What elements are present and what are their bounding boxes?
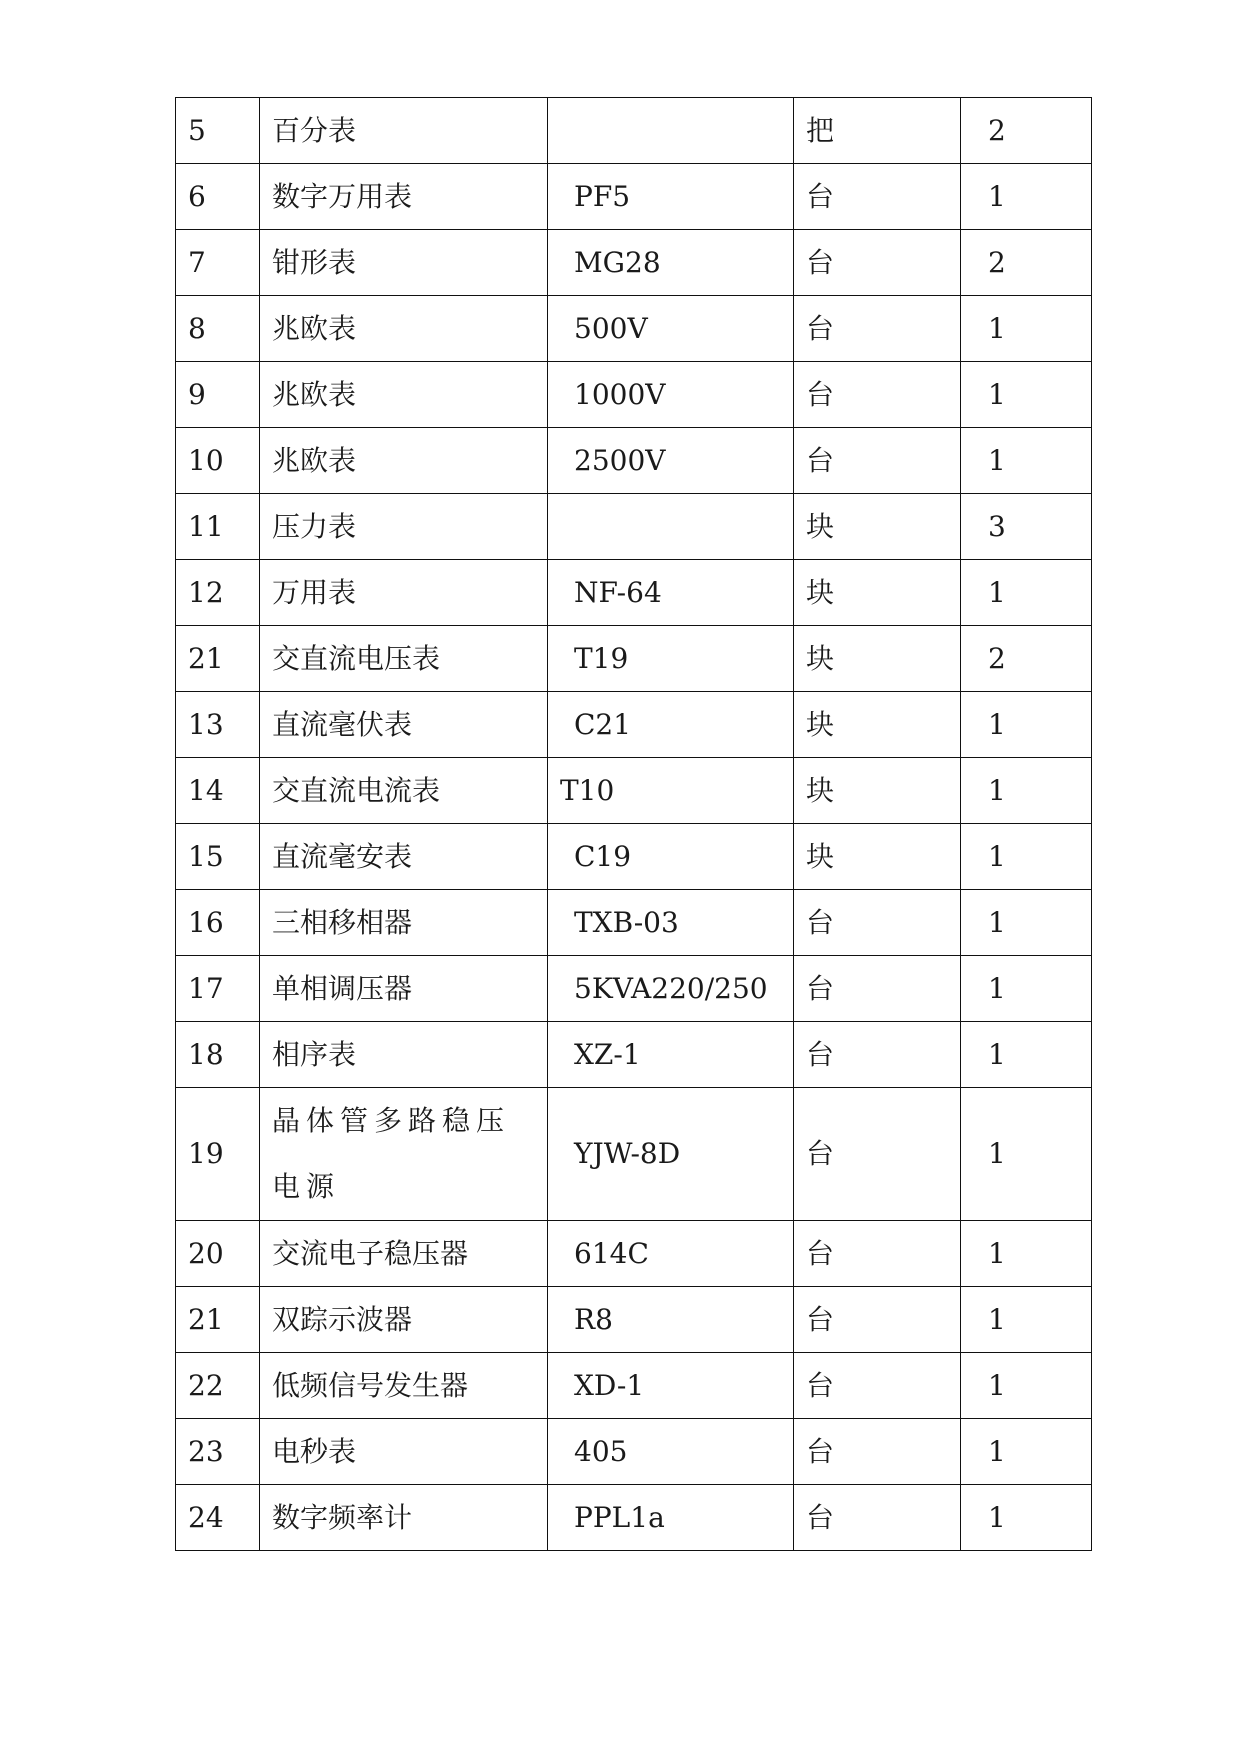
unit-cell: 块 [794,824,961,890]
model-cell: 2500V [548,428,794,494]
unit-cell: 台 [794,230,961,296]
model-cell: XD-1 [548,1353,794,1419]
quantity-cell: 1 [961,1221,1092,1287]
model-cell: C21 [548,692,794,758]
row-number-cell: 16 [176,890,260,956]
instrument-name-cell: 交流电子稳压器 [260,1221,548,1287]
model-cell: R8 [548,1287,794,1353]
unit-cell: 台 [794,296,961,362]
table-row [176,758,1092,824]
table-row [176,1088,1092,1221]
table-row [176,560,1092,626]
model-cell: NF-64 [548,560,794,626]
instrument-name-cell: 电秒表 [260,1419,548,1485]
quantity-cell: 1 [961,1353,1092,1419]
row-number-cell: 11 [176,494,260,560]
model-cell [548,98,794,164]
model-cell: XZ-1 [548,1022,794,1088]
equipment-table [175,97,1092,1551]
row-number-cell: 5 [176,98,260,164]
table-row [176,1287,1092,1353]
instrument-name-cell: 相序表 [260,1022,548,1088]
quantity-cell: 1 [961,692,1092,758]
row-number-cell: 8 [176,296,260,362]
model-cell: 1000V [548,362,794,428]
unit-cell: 台 [794,1485,961,1551]
quantity-cell: 1 [961,1022,1092,1088]
unit-cell: 台 [794,362,961,428]
row-number-cell: 20 [176,1221,260,1287]
model-cell: 405 [548,1419,794,1485]
instrument-name-cell: 三相移相器 [260,890,548,956]
instrument-name-cell: 单相调压器 [260,956,548,1022]
instrument-name-cell: 交直流电压表 [260,626,548,692]
instrument-name-cell: 直流毫伏表 [260,692,548,758]
model-cell: 500V [548,296,794,362]
unit-cell: 台 [794,164,961,230]
unit-cell: 台 [794,1088,961,1221]
unit-cell: 块 [794,494,961,560]
row-number-cell: 14 [176,758,260,824]
table-row [176,1353,1092,1419]
instrument-name-cell: 直流毫安表 [260,824,548,890]
row-number-cell: 7 [176,230,260,296]
row-number-cell: 17 [176,956,260,1022]
quantity-cell: 3 [961,494,1092,560]
model-cell: TXB-03 [548,890,794,956]
unit-cell: 台 [794,428,961,494]
instrument-name-cell: 低频信号发生器 [260,1353,548,1419]
unit-cell: 台 [794,1287,961,1353]
quantity-cell: 1 [961,296,1092,362]
quantity-cell: 1 [961,824,1092,890]
unit-cell: 块 [794,758,961,824]
quantity-cell: 2 [961,626,1092,692]
row-number-cell: 15 [176,824,260,890]
quantity-cell: 2 [961,98,1092,164]
instrument-name-cell: 双踪示波器 [260,1287,548,1353]
instrument-name-cell: 兆欧表 [260,296,548,362]
quantity-cell: 1 [961,362,1092,428]
unit-cell: 块 [794,626,961,692]
instrument-name-cell: 兆欧表 [260,428,548,494]
quantity-cell: 1 [961,164,1092,230]
model-cell: 614C [548,1221,794,1287]
instrument-name-cell: 晶体管多路稳压电源 [260,1088,548,1221]
model-cell: YJW-8D [548,1088,794,1221]
row-number-cell: 6 [176,164,260,230]
unit-cell: 台 [794,1353,961,1419]
model-cell: 5KVA220/250 [548,956,794,1022]
row-number-cell: 13 [176,692,260,758]
table-body [176,98,1092,1551]
row-number-cell: 22 [176,1353,260,1419]
unit-cell: 台 [794,956,961,1022]
quantity-cell: 1 [961,1287,1092,1353]
row-number-cell: 23 [176,1419,260,1485]
row-number-cell: 21 [176,626,260,692]
unit-cell: 台 [794,1022,961,1088]
table-row [176,692,1092,758]
instrument-name-cell: 钳形表 [260,230,548,296]
table-row [176,428,1092,494]
row-number-cell: 10 [176,428,260,494]
unit-cell: 台 [794,890,961,956]
unit-cell: 把 [794,98,961,164]
model-cell: PPL1a [548,1485,794,1551]
instrument-name-cell: 压力表 [260,494,548,560]
quantity-cell: 1 [961,1088,1092,1221]
table-row [176,824,1092,890]
row-number-cell: 18 [176,1022,260,1088]
table-row [176,296,1092,362]
table-row [176,164,1092,230]
row-number-cell: 24 [176,1485,260,1551]
table-row [176,1022,1092,1088]
unit-cell: 台 [794,1221,961,1287]
table-row [176,1419,1092,1485]
quantity-cell: 1 [961,956,1092,1022]
quantity-cell: 1 [961,890,1092,956]
model-cell [548,494,794,560]
quantity-cell: 1 [961,1419,1092,1485]
table-row [176,1221,1092,1287]
instrument-name-cell: 万用表 [260,560,548,626]
table-row [176,362,1092,428]
table-row [176,98,1092,164]
model-cell: T10 [548,758,794,824]
row-number-cell: 19 [176,1088,260,1221]
unit-cell: 块 [794,692,961,758]
instrument-name-cell: 兆欧表 [260,362,548,428]
table-row [176,494,1092,560]
unit-cell: 台 [794,1419,961,1485]
row-number-cell: 21 [176,1287,260,1353]
row-number-cell: 12 [176,560,260,626]
unit-cell: 块 [794,560,961,626]
quantity-cell: 1 [961,1485,1092,1551]
model-cell: C19 [548,824,794,890]
quantity-cell: 2 [961,230,1092,296]
model-cell: MG28 [548,230,794,296]
table-row [176,230,1092,296]
model-cell: T19 [548,626,794,692]
table-row [176,1485,1092,1551]
row-number-cell: 9 [176,362,260,428]
model-cell: PF5 [548,164,794,230]
instrument-name-cell: 数字频率计 [260,1485,548,1551]
quantity-cell: 1 [961,758,1092,824]
table-row [176,890,1092,956]
quantity-cell: 1 [961,428,1092,494]
quantity-cell: 1 [961,560,1092,626]
table-row [176,626,1092,692]
instrument-name-cell: 百分表 [260,98,548,164]
instrument-name-cell: 交直流电流表 [260,758,548,824]
instrument-name-cell: 数字万用表 [260,164,548,230]
table-row [176,956,1092,1022]
